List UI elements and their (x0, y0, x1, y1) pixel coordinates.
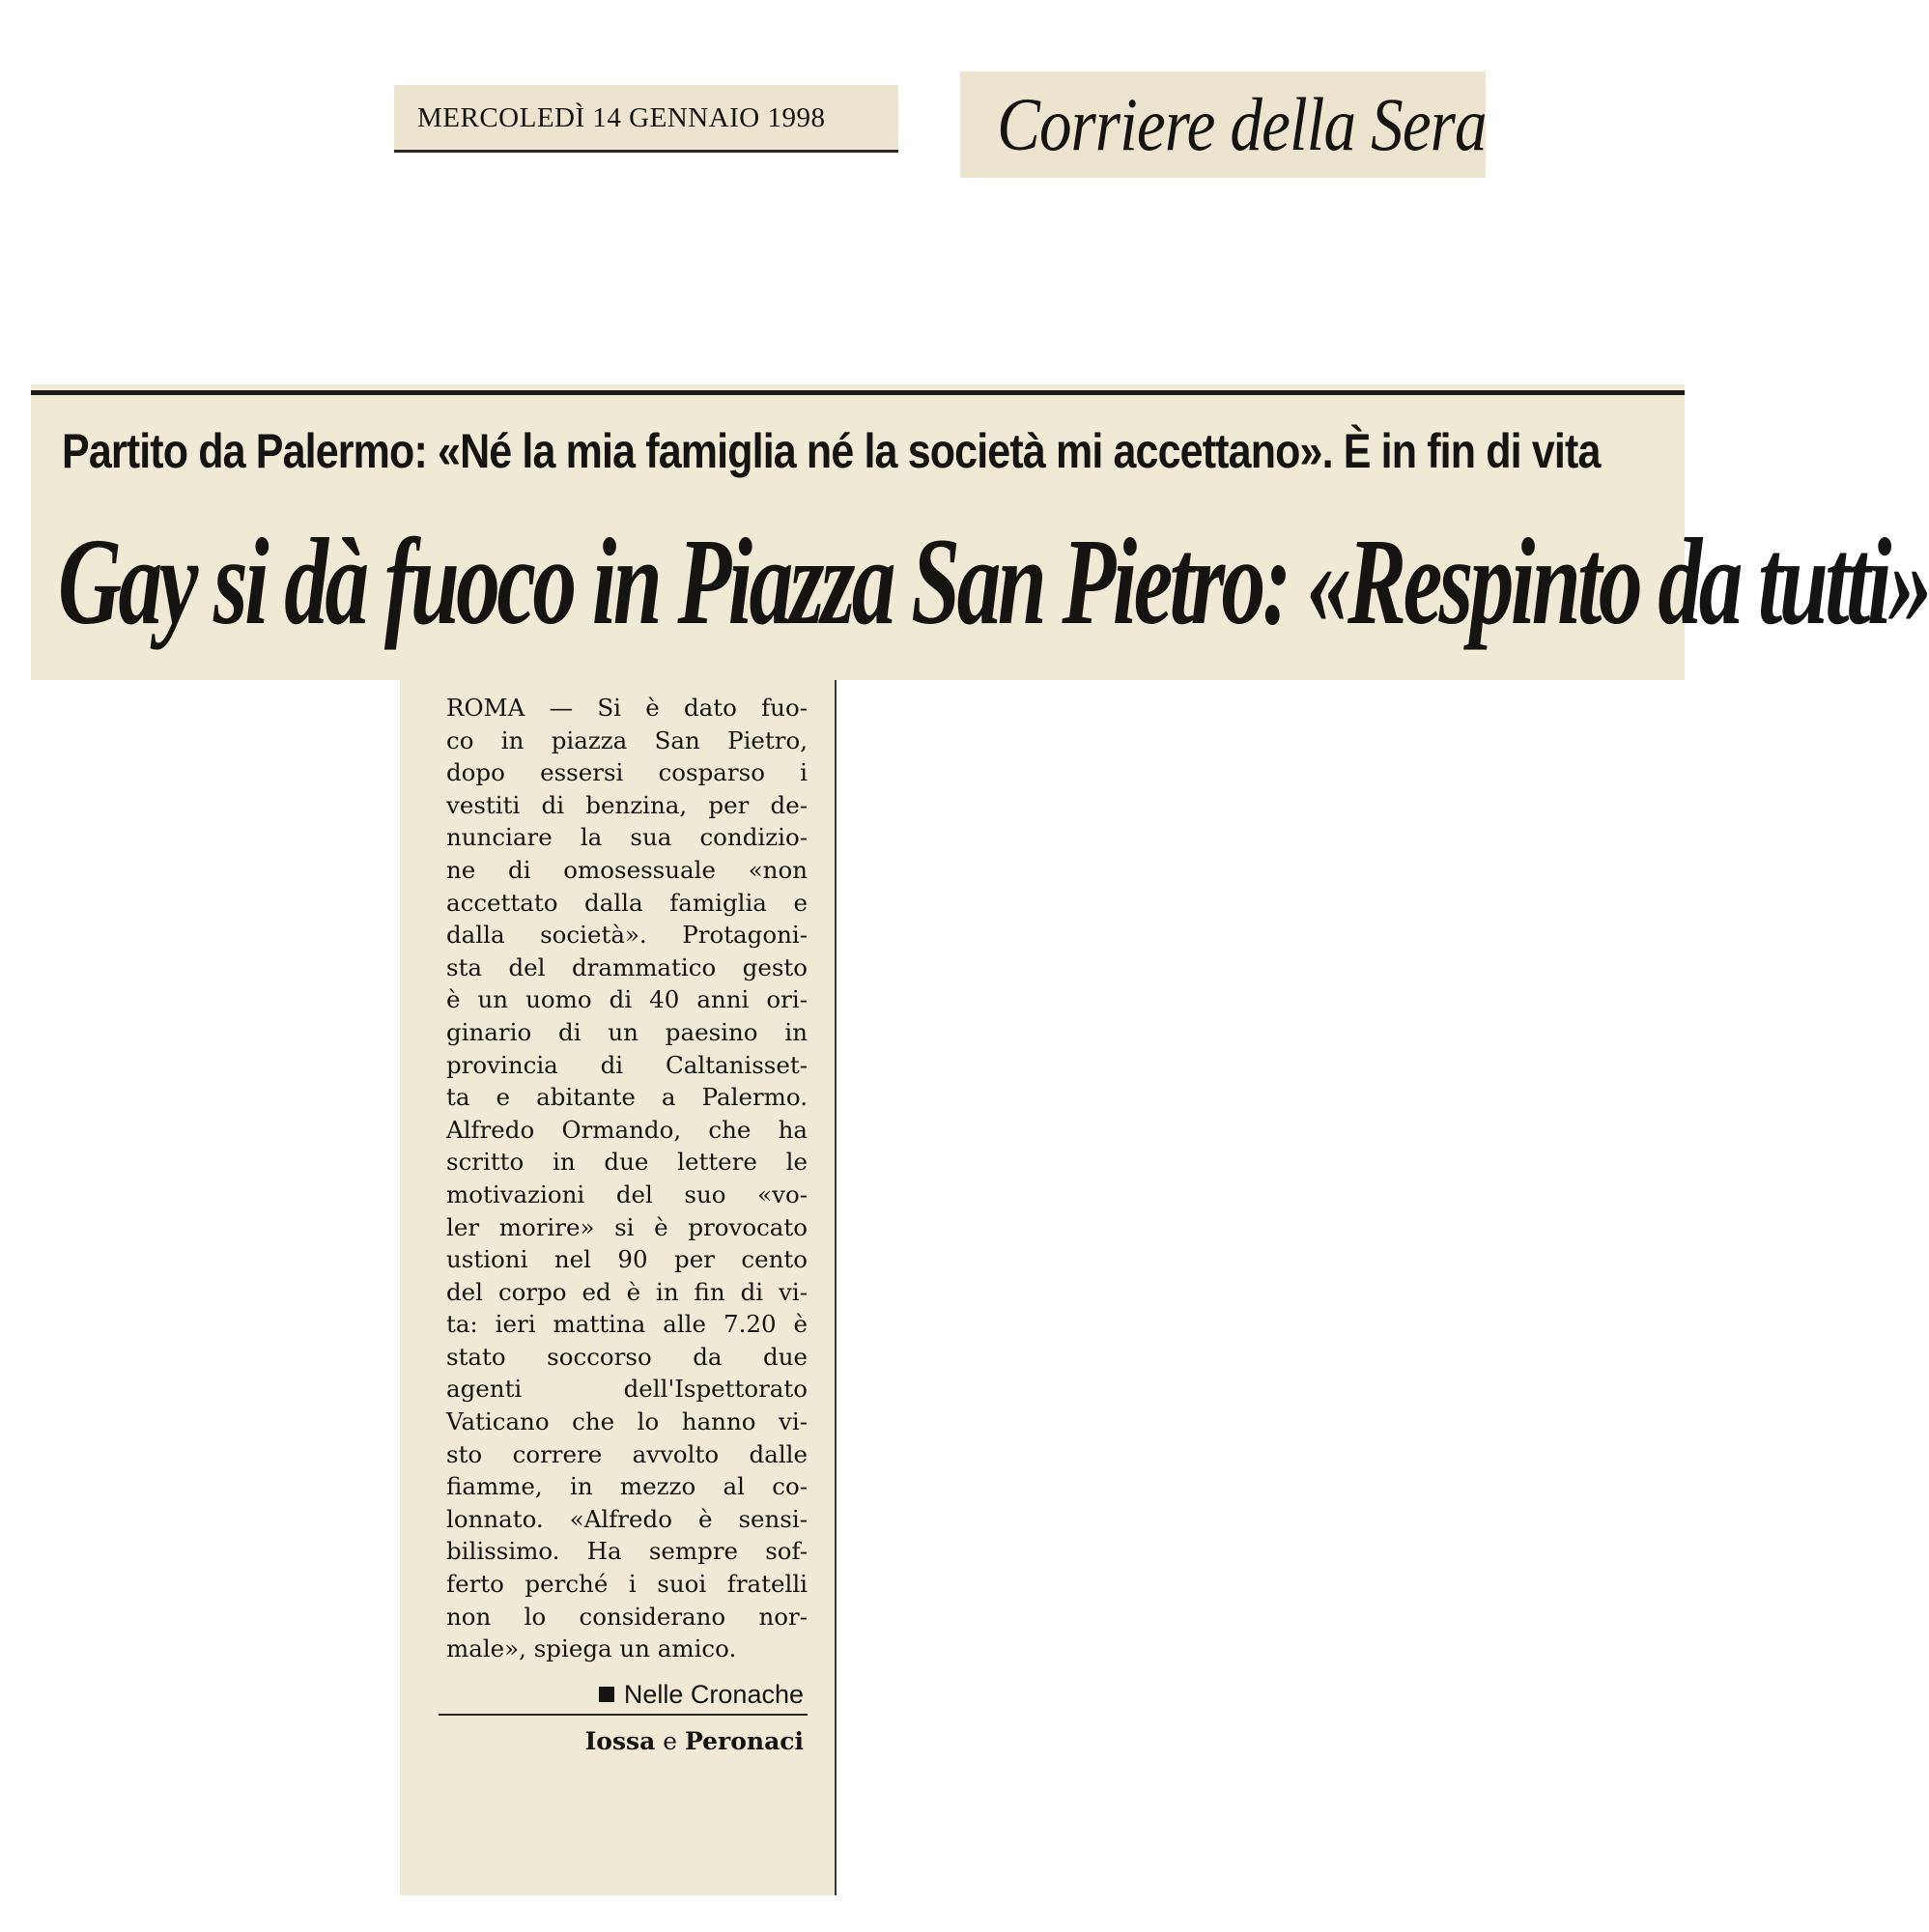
newspaper-masthead: Corriere della Sera (997, 82, 1487, 166)
article-line: Alfredo Ormando, che ha (446, 1115, 808, 1144)
article-line: non lo considerano nor- (446, 1602, 808, 1631)
article-line: lonnato. «Alfredo è sensi- (446, 1504, 808, 1533)
article-body (446, 692, 808, 1665)
article-line: provincia di Caltaniss​et- (446, 1050, 808, 1079)
article-line: stato soccorso da due (446, 1342, 808, 1371)
article-line: fiamme, in mezzo al co- (446, 1472, 808, 1501)
article-line: bilissimo. Ha sempre sof- (446, 1537, 808, 1566)
article-line: ferto perché i suoi fratelli (446, 1570, 808, 1599)
article-line: ta: ieri mattina alle 7.20 è (446, 1310, 808, 1339)
byline-author-2: Peronaci (685, 1727, 804, 1755)
article-line: ustioni nel 90 per cento (446, 1245, 808, 1274)
article-line: scritto in due lettere le (446, 1148, 808, 1177)
article-line: ta e abitante a Palermo. (446, 1083, 808, 1112)
byline (585, 1727, 804, 1755)
section-reference (599, 1680, 804, 1710)
article-line: dalla società». Protagoni- (446, 921, 808, 950)
kicker-headline: Partito da Palermo: «Né la mia famiglia né la società mi accettano». È in fin di vita (62, 424, 1601, 478)
article-clipping (400, 680, 837, 1895)
article-line: ginario di un paesino in (446, 1017, 808, 1046)
article-line: ROMA — Si è dato fuo- (446, 694, 808, 722)
article-line: motivazioni del suo «vo- (446, 1179, 808, 1208)
publication-date: MERCOLEDÌ 14 GENNAIO 1998 (417, 102, 826, 133)
article-line: accettato dalla famiglia e (446, 888, 808, 917)
article-line: del corpo ed è in fin di vi- (446, 1277, 808, 1306)
article-line: vestiti di benzina, per de- (446, 790, 808, 819)
column-edge (835, 680, 837, 1895)
article-line: agenti dell'Ispettorato (446, 1375, 808, 1404)
byline-author-1: Iossa (584, 1727, 656, 1755)
article-line: sta del drammatico gesto (446, 952, 808, 981)
date-clipping (394, 85, 898, 153)
article-line: nunciare la sua condizio- (446, 823, 808, 852)
byline-conjunction: e (663, 1727, 678, 1755)
article-line: dopo essersi cosparso i (446, 758, 808, 787)
headline-top-rule (31, 390, 1685, 395)
byline-rule (439, 1714, 808, 1716)
article-line: Vaticano che lo hanno vi- (446, 1407, 808, 1436)
square-bullet-icon (599, 1687, 614, 1702)
article-line: sto correre avvolto dalle (446, 1439, 808, 1468)
main-headline: Gay si dà fuoco in Piazza San Pietro: «Respinto da tutti» (58, 513, 1929, 650)
article-line: ne di omosessuale «non (446, 855, 808, 884)
article-line: male», spiega un amico. (446, 1634, 737, 1663)
article-line: ler morire» si è provocato (446, 1212, 808, 1241)
section-reference-label: Nelle Cronache (623, 1680, 804, 1709)
article-line: co in piazza San Pietro, (446, 725, 808, 754)
date-underline (394, 150, 898, 153)
headline-clipping (31, 384, 1929, 680)
masthead-clipping (960, 71, 1486, 178)
article-line: è un uomo di 40 anni ori- (446, 985, 808, 1014)
